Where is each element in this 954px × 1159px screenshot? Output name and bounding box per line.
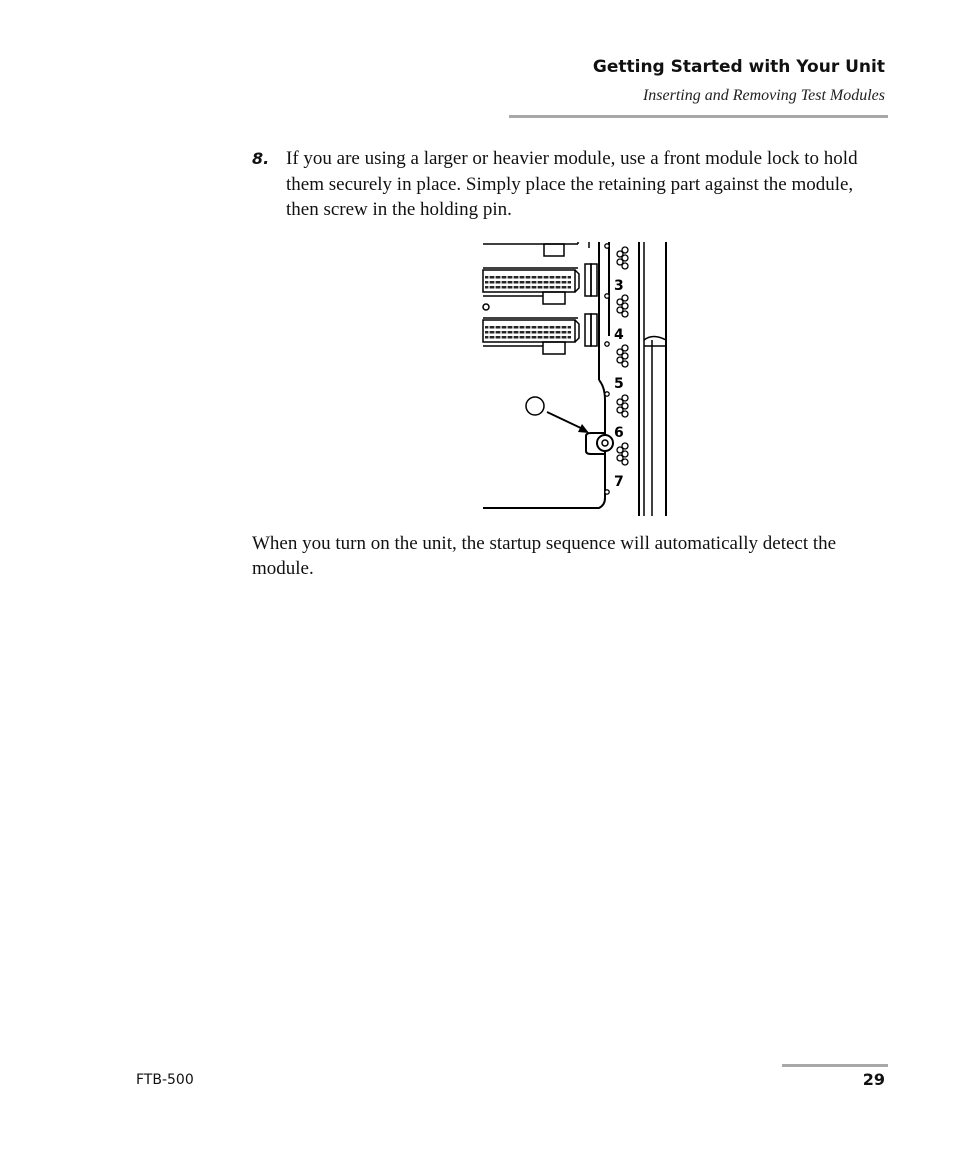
body-paragraph: When you turn on the unit, the startup sequence will automatically detect the module.	[252, 533, 837, 579]
footer-rule	[782, 1064, 888, 1067]
footer-product: FTB-500	[136, 1072, 194, 1088]
slot-number-6: 6	[614, 425, 624, 441]
slot-number-4: 4	[614, 327, 624, 343]
step-number: 8.	[252, 149, 270, 168]
header-title: Getting Started with Your Unit	[592, 57, 885, 77]
header-rule	[509, 115, 888, 118]
step-text: If you are using a larger or heavier module, use a front module lock to hold them securely in place. Simply place the retaining part against the module, then screw in the holding pin.	[286, 148, 858, 220]
slot-number-3: 3	[614, 278, 624, 294]
module-lock-illustration	[481, 240, 671, 517]
slot-number-5: 5	[614, 376, 624, 392]
page-number: 29	[862, 1070, 885, 1089]
slot-number-7: 7	[614, 474, 624, 490]
header-subtitle: Inserting and Removing Test Modules	[642, 87, 885, 104]
